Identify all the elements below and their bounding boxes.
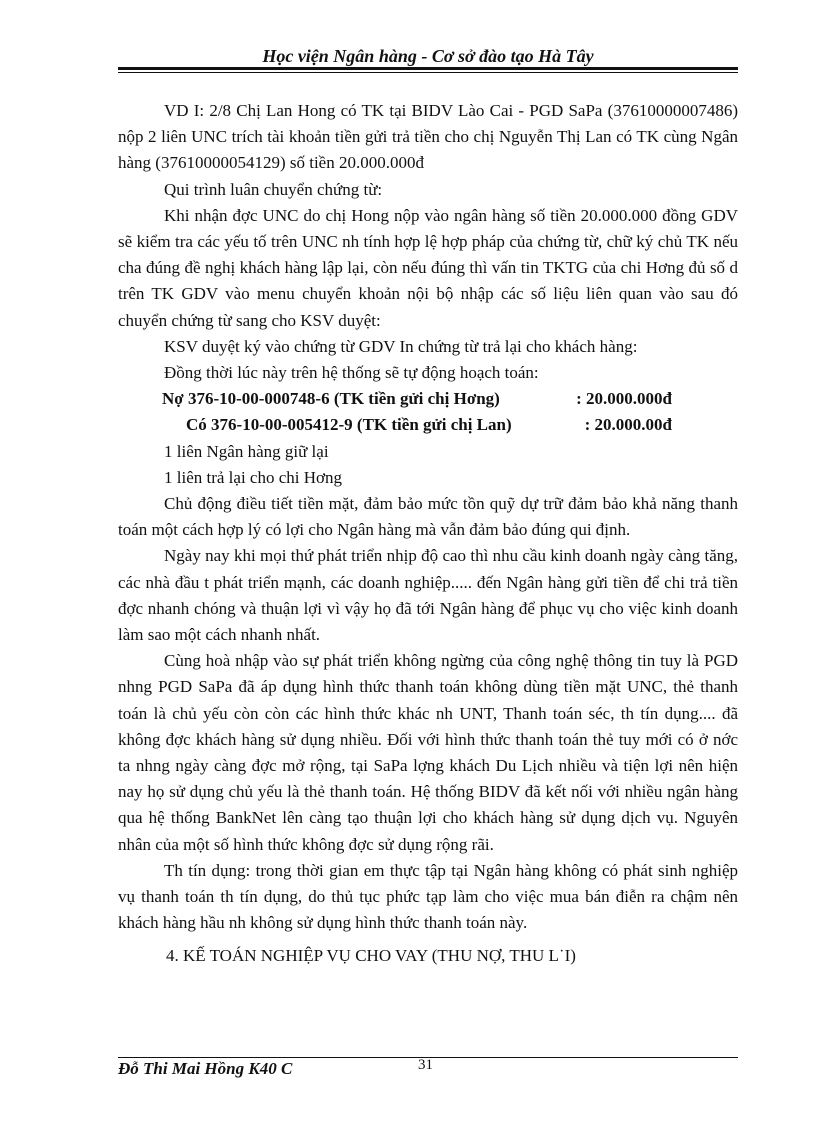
- header-rule-thick: [118, 67, 738, 70]
- paragraph-letter-of-credit: Th tín dụng: trong thời gian em thực tập tại Ngân hàng không có phát sinh nghiệp vụ thanh toán th tín dụng, do thủ tục phức tạp làm cho việc mua bán điễn ra chậm nên khách hàng hầu nh không sử dụng hình thức thanh toán này.: [118, 860, 738, 933]
- journal-entry-credit: [118, 412, 738, 438]
- paragraph-business-needs: Ngày nay khi mọi thứ phát triển nhịp độ cao thì nhu cầu kinh doanh ngày càng tăng, các nhà đầu t phát triển mạnh, các doanh nghiệp..... đến Ngân hàng gửi tiền để chi trả tiền đợc nhanh chóng và thuận lợi vì vậy họ đã tới Ngân hàng để phục vụ cho việc kinh doanh làm sao một cách nhanh nhất.: [118, 546, 738, 645]
- section-heading: 4. KẾ TOÁN NGHIỆP VỤ CHO VAY (THU NỢ, THU L˙I): [166, 945, 576, 965]
- paragraph-cash-control: Chủ động điều tiết tiền mặt, đảm bảo mức tồn quỹ dự trữ đảm bảo khả năng thanh toán một cách hợp lý có lợi cho Ngân hàng mà vẫn đảm bảo đúng qui định.: [118, 494, 738, 540]
- paragraph-ksv: KSV duyệt ký vào chứng từ GDV In chứng từ trả lại cho khách hàng:: [164, 336, 638, 356]
- paragraph-process: Khi nhận đợc UNC do chị Hong nộp vào ngân hàng số tiền 20.000.000 đồng GDV sẽ kiểm tra các yếu tố trên UNC nh tính hợp lệ hợp pháp của chứng từ, chữ ký chủ TK nếu cha đúng đề nghị khách hàng lập lại, còn nếu đúng thì vấn tin TKTG của chi Hơng đủ số d trên TK GDV vào menu chuyển khoản nội bộ nhập các số liệu liên quan vào sau đó chuyển chứng từ sang cho KSV duyệt:: [118, 205, 738, 330]
- credit-account: Có 376-10-00-005412-9 (TK tiền gửi chị Lan): [186, 415, 512, 435]
- paragraph-auto-posting: Đồng thời lúc này trên hệ thống sẽ tự động hoạch toán:: [164, 363, 539, 383]
- paragraph-payment-methods: Cùng hoà nhập vào sự phát triển không ngừng của công nghệ thông tin tuy là PGD nhng PGD SaPa đã áp dụng hình thức thanh toán không dùng tiền mặt UNC, thẻ thanh toán là chủ yếu còn còn các hình thức khác nh UNT, Thanh toán séc, th tín dụng.... đã không đợc khách hàng sử dụng nhiều. Đối với hình thức thanh toán thẻ tuy mới có ở nớc ta nhng ngày càng đợc mở rộng, tại SaPa lợng khách Du Lịch nhiều và tiện lợi nên hiện nay họ sử dụng chủ yếu là thẻ thanh toán. Hệ thống BIDV đã kết nối với nhiều ngân hàng qua hệ thống BankNet lên càng tạo thuận lợi cho khách hàng sử dụng dịch vụ. Nguyên nhân của một số hình thức không đợc sử dụng rộng rãi.: [118, 651, 738, 854]
- journal-entry-debit: [118, 386, 738, 412]
- footer-author: Đỗ Thi Mai Hồng K40 C: [118, 1059, 293, 1078]
- paragraph-copy-bank: 1 liên Ngân hàng giữ lại: [164, 441, 329, 461]
- debit-amount: : 20.000.000đ: [576, 389, 672, 409]
- page-header-title: Học viện Ngân hàng - Cơ sở đào tạo Hà Tây: [262, 46, 594, 66]
- debit-account: Nợ 376-10-00-000748-6 (TK tiền gửi chị Hơng): [162, 389, 500, 409]
- paragraph-process-title: Qui trình luân chuyển chứng từ:: [164, 179, 383, 199]
- paragraph-example: VD I: 2/8 Chị Lan Hong có TK tại BIDV Lào Cai - PGD SaPa (37610000007486) nộp 2 liên UNC trích tài khoản tiền gửi trả tiền cho chị Nguyễn Thị Lan có TK cùng Ngân hàng (37610000054129) số tiền 20.000.000đ: [118, 101, 738, 173]
- header-rule-thin: [118, 72, 738, 73]
- page-number: 31: [418, 1057, 433, 1073]
- credit-amount: : 20.000.00đ: [584, 415, 672, 435]
- document-body: [118, 98, 738, 969]
- paragraph-copy-customer: 1 liên trả lại cho chi Hơng: [164, 467, 342, 487]
